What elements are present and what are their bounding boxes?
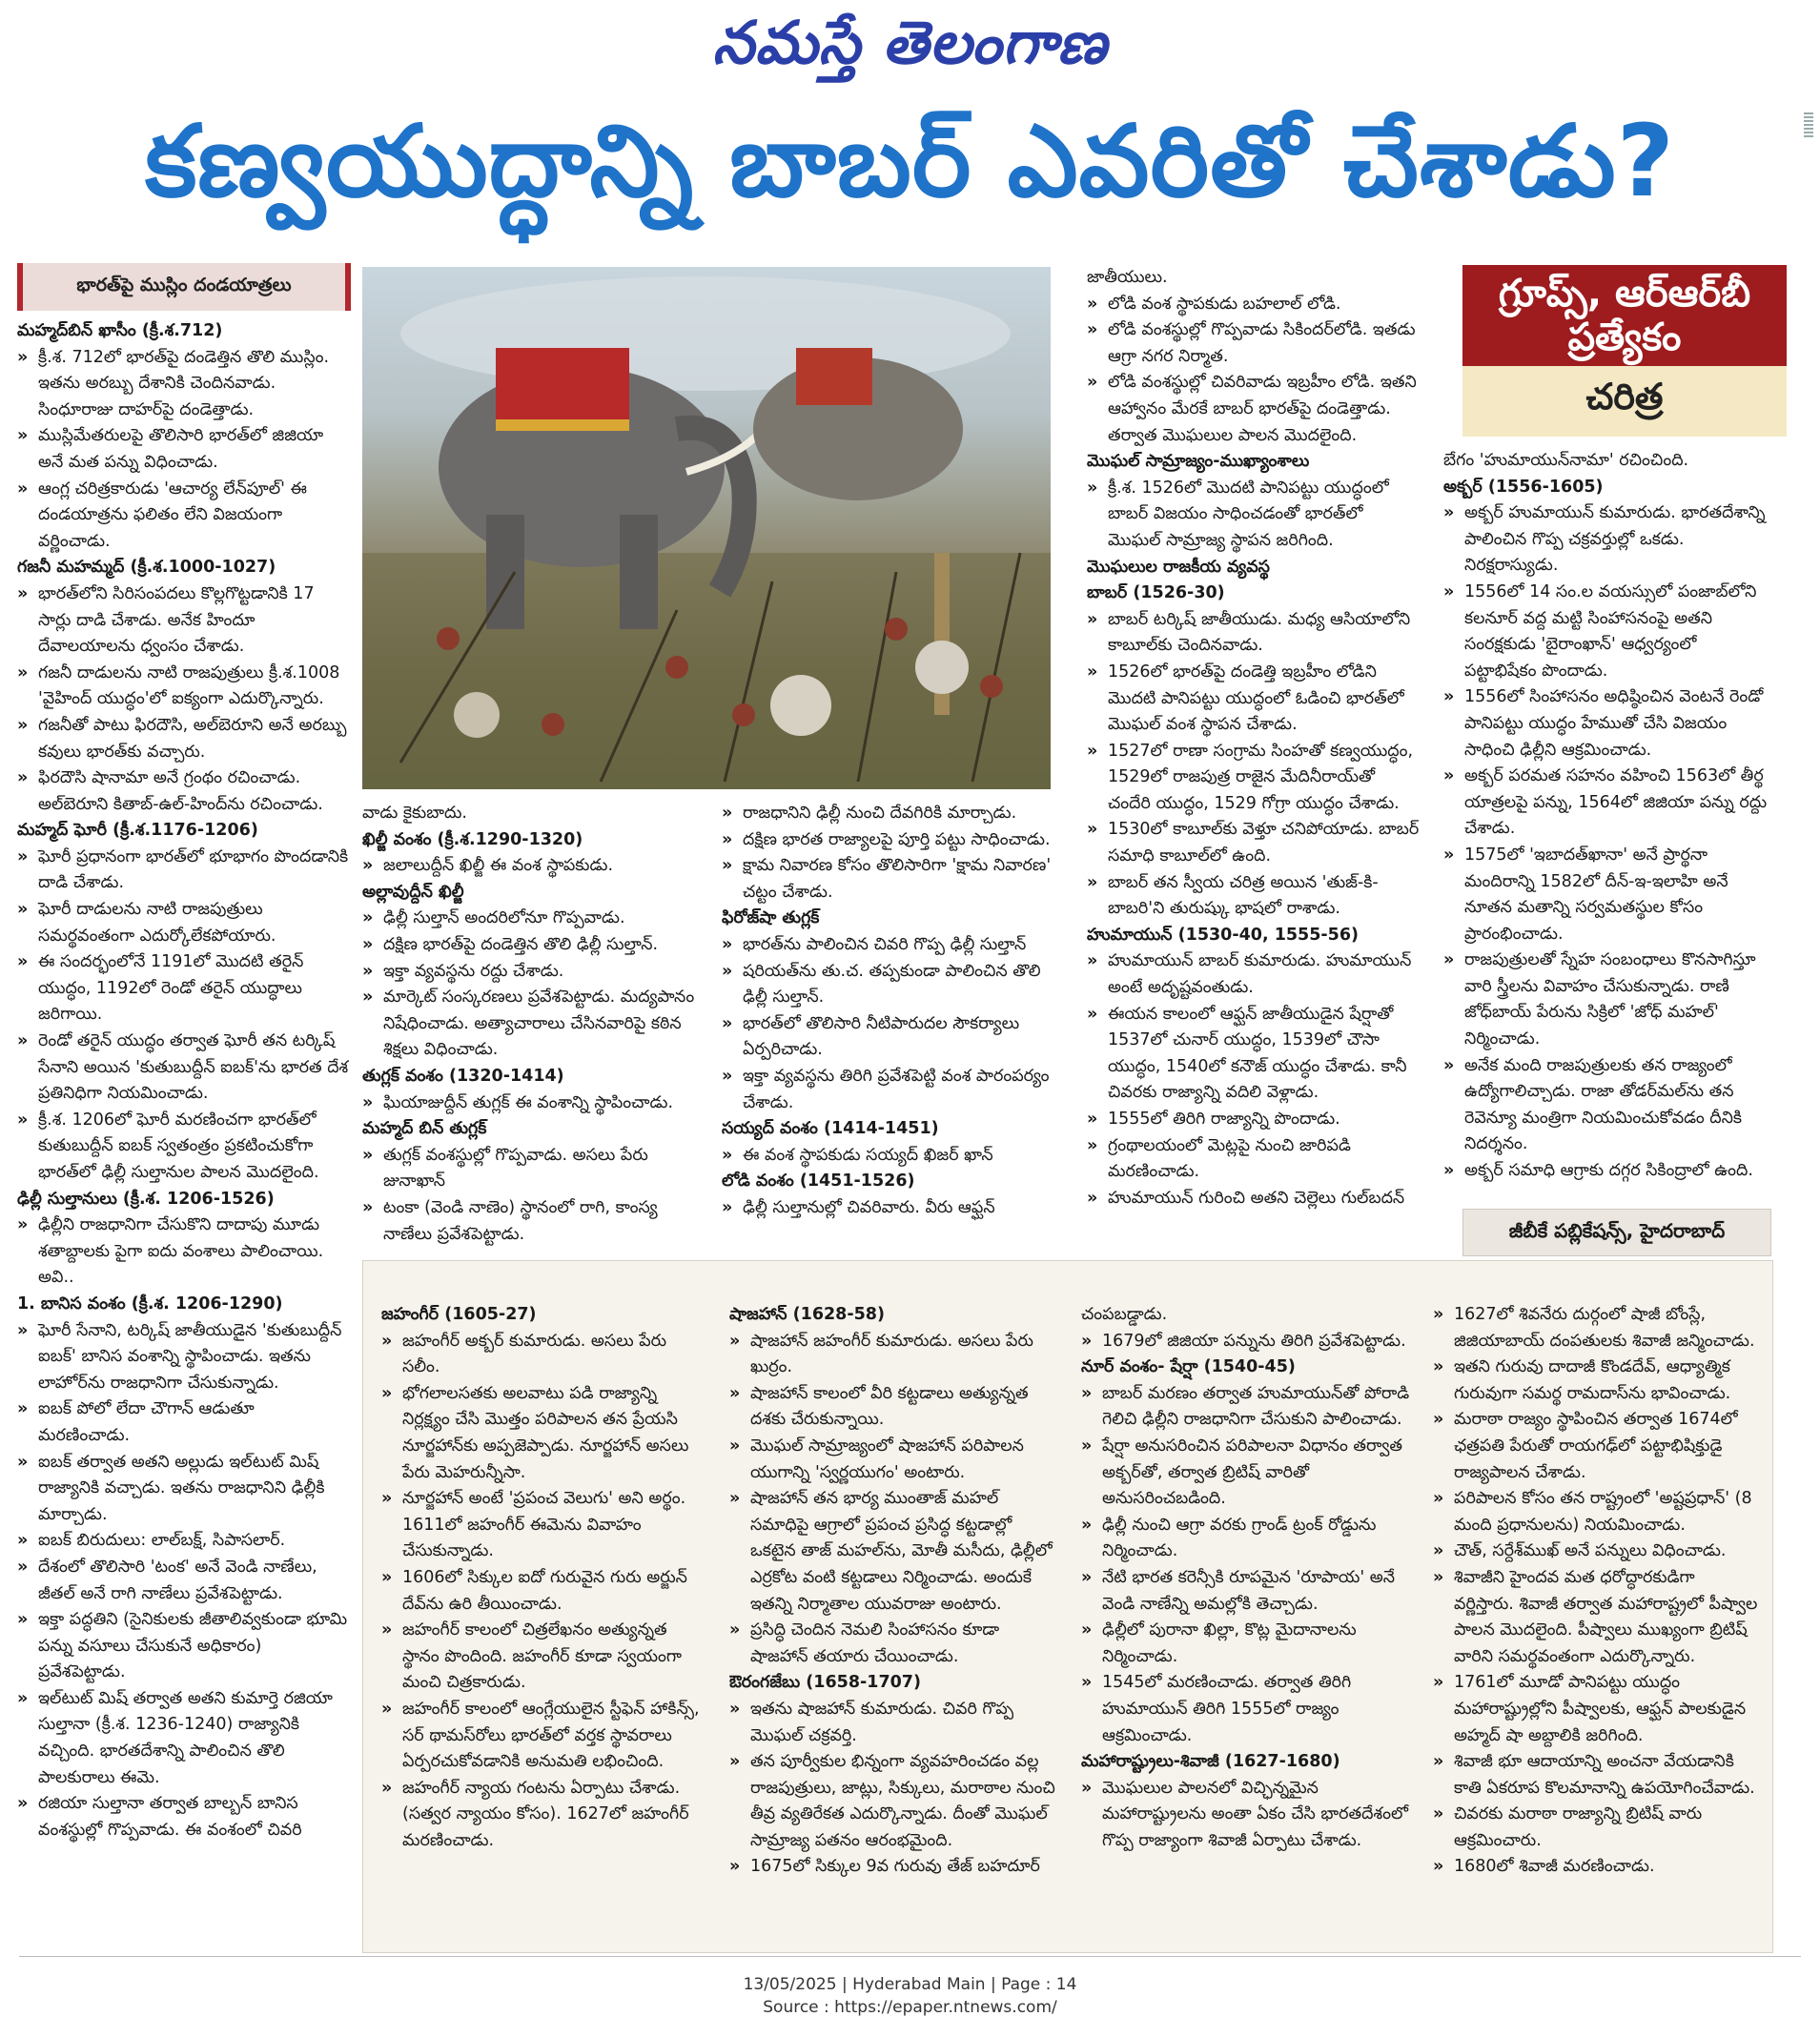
section-heading: 1. బానిస వంశం (క్రీ.శ. 1206-1290) xyxy=(17,1293,283,1314)
bullet-point: » జహంగీర్ కాలంలో ఆంగ్లేయులైన స్టీఫెన్ హాకిన్స్, సర్ థామస్‌రోలు భారత్‌లో వర్తక స్థావరాలు ఏర్పరచుకోవడానికి అనుమతి లభించింది. xyxy=(381,1697,707,1776)
bullet-point: » 1556లో 14 సం.ల వయస్సులో పంజాబ్‌లోని కలనూర్ వద్ద మట్టి సింహాసనంపై అతని సంరక్షకుడు 'బైరాంఖాన్' ఆధ్వర్యంలో పట్టాభిషేకం పొందాడు. xyxy=(1443,580,1773,684)
lower-column-1 xyxy=(381,1302,707,1854)
bullet-point: » రాజపుత్రులతో స్నేహ సంబంధాలు కొనసాగిస్తూ వారి స్త్రీలను వివాహం చేసుకున్నాడు. రాణి జోధ్‌బాయ్ పేరును సిక్రిలో 'జోధ్ మహల్' నిర్మించాడు. xyxy=(1443,947,1773,1052)
paragraph: బేగం 'హుమాయున్‌నామా' రచించింది. xyxy=(1443,451,1689,470)
bullet-point: » ఢిల్లీ సుల్తానుల్లో చివరివారు. వీరు ఆఫ్ఘన్ xyxy=(722,1195,1052,1222)
article-column-3 xyxy=(722,801,1052,1222)
bullet-point: » 1555లో తిరిగి రాజ్యాన్ని పొందాడు. xyxy=(1087,1107,1421,1133)
bullet-point: » టంకా (వెండి నాణెం) స్థానంలో రాగి, కాంస్య నాణేలు ప్రవేశపెట్టాడు. xyxy=(362,1195,698,1248)
bullet-point: » నూర్జహాన్ అంటే 'ప్రపంచ వెలుగు' అని అర్థం. 1611లో జహంగీర్ ఈమెను వివాహం చేసుకున్నాడు. xyxy=(381,1486,707,1565)
bullet-point: » క్రీ.శ. 1206లో ఘోరీ మరణించగా భారత్‌లో కుతుబుద్దీన్ ఐబక్ స్వతంత్రం ప్రకటించుకోగా భారత్‌లో ఢిల్లీ సుల్తానుల పాలన మొదలైంది. xyxy=(17,1108,351,1187)
bullet-point: » 1675లో సిక్కుల 9వ గురువు తేజ్ బహదూర్ xyxy=(729,1854,1058,1881)
bullet-point: » దక్షిణ భారత రాజ్యాలపై పూర్తి పట్టు సాధించాడు. xyxy=(722,827,1052,854)
section-heading: గజనీ మహమ్మద్ (క్రీ.శ.1000-1027) xyxy=(17,558,276,578)
bullet-point: » మార్కెట్ సంస్కరణలు ప్రవేశపెట్టాడు. మద్యపానం నిషేధించాడు. అత్యాచారాలు చేసినవారిపై కఠిన శిక్షలు విధించాడు. xyxy=(362,985,698,1064)
bullet-point: » హుమాయున్ గురించి అతని చెల్లెలు గుల్‌బదన్ xyxy=(1087,1186,1421,1212)
section-heading: సయ్యద్ వంశం (1414-1451) xyxy=(722,1119,939,1139)
bullet-point: » ముస్లిమేతరులపై తొలిసారి భారత్‌లో జిజియా అనే మత పన్ను విధించాడు. xyxy=(17,423,351,476)
section-heading: ఢిల్లీ సుల్తానులు (క్రీ.శ. 1206-1526) xyxy=(17,1189,275,1209)
bullet-point: » ఇతని గురువు దాదాజీ కొండదేవ్, ఆధ్యాత్మిక గురువుగా సమర్థ రామదాస్‌ను భావించాడు. xyxy=(1433,1355,1759,1407)
bullet-point: » ఇల్‌టుట్ మిష్ తర్వాత అతని కుమార్తె రజియా సుల్తానా (క్రీ.శ. 1236-1240) రాజ్యానికి వచ్చింది. భారతదేశాన్ని పాలించిన తొలి పాలకురాలు ఈమె. xyxy=(17,1686,351,1791)
bullet-point: » గజనీతో పాటు ఫిరదౌసి, అల్‌బెరూని అనే అరబ్బు కవులు భారత్‌కు వచ్చారు. xyxy=(17,713,351,765)
section-heading: షాజహాన్ (1628-58) xyxy=(729,1305,885,1324)
bullet-point: » రెండో తరైన్ యుద్ధం తర్వాత ఘోరీ తన టర్కిష్ సేనాని అయిన 'కుతుబుద్దీన్ ఐబక్'ను భారత దేశ ప్రతినిధిగా నియమించాడు. xyxy=(17,1029,351,1108)
badge-title: గ్రూప్స్, ఆర్‌ఆర్‌బీ ప్రత్యేకం xyxy=(1462,265,1787,366)
bullet-point: » భోగలాలసతకు అలవాటు పడి రాజ్యాన్ని నిర్లక్ష్యం చేసి మొత్తం పరిపాలన తన ప్రేయసి నూర్జహాన్‌కు అప్పజెప్పాడు. నూర్జహాన్ అసలు పేరు మెహరున్నీసా. xyxy=(381,1381,707,1486)
bullet-point: » లోడి వంశ స్థాపకుడు బహలాల్ లోడి. xyxy=(1087,292,1421,318)
bullet-point: » జహంగీర్ కాలంలో చిత్రలేఖనం అత్యున్నత స్థానం పొందింది. జహంగీర్ కూడా స్వయంగా మంచి చిత్రకారుడు. xyxy=(381,1618,707,1697)
bullet-point: » జహంగీర్ అక్బర్ కుమారుడు. అసలు పేరు సలీం. xyxy=(381,1329,707,1381)
lower-column-2 xyxy=(729,1302,1058,1881)
section-heading: అల్లావుద్దీన్ ఖిల్జీ xyxy=(362,882,464,902)
bullet-point: » భారత్‌ను పాలించిన చివరి గొప్ప ఢిల్లీ సుల్తాన్ xyxy=(722,932,1052,959)
bullet-point: » మొఘల్ సామ్రాజ్యంలో షాజహాన్ పరిపాలన యుగాన్ని 'స్వర్ణయుగం' అంటారు. xyxy=(729,1434,1058,1486)
newspaper-masthead: నమస్తే తెలంగాణ xyxy=(712,8,1108,77)
bullet-point: » బాబర్ టర్కిష్ జాతీయుడు. మధ్య ఆసియాలోని కాబూల్‌కు చెందినవాడు. xyxy=(1087,607,1421,660)
bullet-point: » 1679లో జిజియా పన్నును తిరిగి ప్రవేశపెట్టాడు. xyxy=(1081,1329,1410,1355)
bullet-point: » రజియా సుల్తానా తర్వాత బాల్బన్ బానిస వంశస్థుల్లో గొప్పవాడు. ఈ వంశంలో చివరి xyxy=(17,1791,351,1843)
bullet-point: » ప్రసిద్ధి చెందిన నెమలి సింహాసనం కూడా షాజహాన్ తయారు చేయించాడు. xyxy=(729,1618,1058,1670)
bullet-point: » షాజహాన్ తన భార్య ముంతాజ్ మహల్ సమాధిపై ఆగ్రాలో ప్రపంచ ప్రసిద్ధ కట్టడాల్లో ఒకటైన తాజ్ మహల్‌ను, మోతీ మసీదు, ఢిల్లీలో ఎర్రకోట వంటి కట్టడాలు నిర్మించాడు. అందుకే ఇతన్ని నిర్మాతాల యువరాజు అంటారు. xyxy=(729,1486,1058,1618)
section-heading: జహంగీర్ (1605-27) xyxy=(381,1305,537,1324)
article-column-5 xyxy=(1443,448,1773,1185)
section-heading: అక్బర్ (1556-1605) xyxy=(1443,477,1604,497)
section-heading: తుగ్లక్ వంశం (1320-1414) xyxy=(362,1066,564,1086)
bullet-point: » దక్షిణ భారత్‌పై దండెత్తిన తొలి ఢిల్లీ సుల్తాన్. xyxy=(362,932,698,959)
section-heading: మహ్మద్‌బిన్ ఖాసీం (క్రీ.శ.712) xyxy=(17,321,223,340)
bullet-point: » ఐబక్ బిరుదులు: లాల్‌బక్ష్, సిపాసలార్. xyxy=(17,1528,351,1555)
bullet-point: » 1606లో సిక్కుల ఐదో గురువైన గురు అర్జున్ దేవ్‌ను ఉరి తీయించాడు. xyxy=(381,1565,707,1618)
bullet-point: » చివరకు మరాఠా రాజ్యాన్ని బ్రిటిష్ వారు ఆక్రమించారు. xyxy=(1433,1802,1759,1854)
bullet-point: » ఐబక్ తర్వాత అతని అల్లుడు ఇల్‌టుట్ మిష్ రాజ్యానికి వచ్చాడు. ఇతను రాజధానిని ఢిల్లీకి మార్చాడు. xyxy=(17,1450,351,1529)
bullet-point: » ఘియాజుద్దీన్ తుగ్లక్ ఈ వంశాన్ని స్థాపించాడు. xyxy=(362,1090,698,1117)
page-footer xyxy=(0,1973,1820,2019)
section-heading: మొఘలుల రాజకీయ వ్యవస్థ xyxy=(1087,557,1270,577)
bullet-point: » మొఘలుల పాలనలో విచ్ఛిన్నమైన మహారాష్ట్రులను అంతా ఏకం చేసి భారతదేశంలో గొప్ప రాజ్యాంగా శివాజీ ఏర్పాటు చేశాడు. xyxy=(1081,1776,1410,1855)
bullet-point: » అనేక మంది రాజపుత్రులకు తన రాజ్యంలో ఉద్యోగాలిచ్చాడు. రాజా తోడర్‌మల్‌ను తన రెవెన్యూ మంత్రిగా నియమించుకోవడం దీనికి నిదర్శనం. xyxy=(1443,1053,1773,1158)
bullet-point: » షాజహాన్ కాలంలో వీరి కట్టడాలు అత్యున్నత దశకు చేరుకున్నాయి. xyxy=(729,1381,1058,1434)
bullet-point: » ఢిల్లీ నుంచి ఆగ్రా వరకు గ్రాండ్ ట్రంక్ రోడ్డును నిర్మించాడు. xyxy=(1081,1513,1410,1565)
bullet-point: » ఘోరీ దాడులను నాటి రాజపుత్రులు సమర్థవంతంగా ఎదుర్కోలేకపోయారు. xyxy=(17,897,351,949)
section-heading: ఖిల్జీ వంశం (క్రీ.శ.1290-1320) xyxy=(362,829,583,849)
bullet-point: » ఇక్తా పద్ధతిని (సైనికులకు జీతాలివ్వకుండా భూమి పన్ను వసూలు చేసుకునే అధికారం) ప్రవేశపెట్టాడు. xyxy=(17,1607,351,1686)
bullet-point: » ఢిల్లీలో పురానా ఖిల్లా, కొట్ల మైదానాలను నిర్మించాడు. xyxy=(1081,1618,1410,1670)
section-heading: ఫిరోజ్‌షా తుగ్లక్ xyxy=(722,908,820,928)
bullet-point: » 1527లో రాణా సంగ్రామ సింహతో కణ్వయుద్ధం, 1529లో రాజపుత్ర రాజైన మేదినీరాయ్‌తో చందేరి యుద్ధం, 1529 గోగ్రా యుద్ధం చేశాడు. xyxy=(1087,739,1421,818)
bullet-point: » భారత్‌లోని సిరిసంపదలు కొల్లగొట్టడానికి 17 సార్లు దాడి చేశాడు. అనేక హిందూ దేవాలయాలను ధ్వంసం చేశాడు. xyxy=(17,581,351,661)
paragraph: చంపబడ్డాడు. xyxy=(1081,1305,1168,1324)
footer-divider xyxy=(19,1956,1801,1957)
bullet-point: » క్రీ.శ. 712లో భారత్‌పై దండెత్తిన తొలి ముస్లిం. ఇతను అరబ్బు దేశానికి చెందినవాడు. సింధూరాజు దాహర్‌పై దండెత్తాడు. xyxy=(17,345,351,424)
bullet-point: » లోడి వంశస్థుల్లో గొప్పవాడు సికిందర్‌లోడి. ఇతడు ఆగ్రా నగర నిర్మాత. xyxy=(1087,317,1421,370)
bullet-point: » అక్బర్ పరమత సహనం వహించి 1563లో తీర్థ యాత్రలపై పన్ను, 1564లో జిజియా పన్ను రద్దు చేశాడు. xyxy=(1443,764,1773,843)
bullet-point: » ఫిరదౌసి షానామా అనే గ్రంథం రచించాడు. అల్‌బెరూని కితాబ్-ఉల్-హింద్‌ను రచించాడు. xyxy=(17,765,351,818)
section-heading: మొఘల్ సామ్రాజ్యం-ముఖ్యాంశాలు xyxy=(1087,452,1310,472)
footer-source: Source : https://epaper.ntnews.com/ xyxy=(763,1998,1057,2017)
bullet-point: » దేశంలో తొలిసారి 'టంక' అనే వెండి నాణేలు, జీతల్ అనే రాగి నాణేలు ప్రవేశపెట్టాడు. xyxy=(17,1555,351,1607)
article-column-1 xyxy=(17,318,351,1843)
section-heading: హుమాయున్ (1530-40, 1555-56) xyxy=(1087,925,1360,945)
section-heading: లోడి వంశం (1451-1526) xyxy=(722,1171,915,1192)
bullet-point: » 1545లో మరణించాడు. తర్వాత తిరిగి హుమాయున్ తిరిగి 1555లో రాజ్యం ఆక్రమించాడు. xyxy=(1081,1670,1410,1749)
paragraph: వాడు కైకుబాదు. xyxy=(362,804,467,823)
bullet-point: » ఇక్తా వ్యవస్థను రద్దు చేశాడు. xyxy=(362,959,698,986)
bullet-point: » 1526లో భారత్‌పై దండెత్తి ఇబ్రహీం లోడిని మొదటి పానిపట్టు యుద్ధంలో ఓడించి భారత్‌లో మొఘల్ వంశ స్థాపన చేశాడు. xyxy=(1087,660,1421,739)
article-column-2 xyxy=(362,801,698,1248)
bullet-point: » 1680లో శివాజీ మరణించాడు. xyxy=(1433,1854,1759,1881)
bullet-point: » క్షామ నివారణ కోసం తొలిసారిగా 'క్షామ నివారణ' చట్టం చేశాడు. xyxy=(722,853,1052,906)
bullet-point: » ఈ సందర్భంలోనే 1191లో మొదటి తరైన్ యుద్ధం, 1192లో రెండో తరైన్ యుద్ధాలు జరిగాయి. xyxy=(17,949,351,1029)
bullet-point: » హుమాయున్ బాబర్ కుమారుడు. హుమాయున్ అంటే అదృష్టవంతుడు. xyxy=(1087,948,1421,1001)
section-heading: బాబర్ (1526-30) xyxy=(1087,583,1225,603)
bullet-point: » ఢిల్లీని రాజధానిగా చేసుకొని దాదాపు మూడు శతాబ్దాలకు పైగా ఐదు వంశాలు పాలించాయి. అవి.. xyxy=(17,1212,351,1292)
bullet-point: » 1761లో మూడో పానిపట్టు యుద్ధం మహారాష్ట్రుల్లోని పీష్వాలకు, ఆఫ్ఘన్ పాలకుడైన అహ్మద్ షా అబ్దాలికి జరిగింది. xyxy=(1433,1670,1759,1749)
bullet-point: » 1556లో సింహాసనం అధిష్ఠించిన వెంటనే రెండో పానిపట్టు యుద్ధం హేముతో చేసి విజయం సాధించి ఢిల్లీని ఆక్రమించాడు. xyxy=(1443,684,1773,764)
bullet-point: » బాబర్ తన స్వీయ చరిత్ర అయిన 'తుజ్-కి-బాబరి'ని తురుష్కు భాషలో రాశాడు. xyxy=(1087,870,1421,923)
bullet-point: » పరిపాలన కోసం తన రాష్ట్రంలో 'అష్టప్రధాన్' (8 మంది ప్రధానులను) నియమించాడు. xyxy=(1433,1486,1759,1538)
article-headline: కణ్వయుద్ధాన్ని బాబర్ ఎవరితో చేశాడు? xyxy=(145,103,1675,219)
bullet-point: » షేర్షా అనుసరించిన పరిపాలనా విధానం తర్వాత అక్బర్‌తో, తర్వాత బ్రిటిష్ వారితో అనుసరించబడింది. xyxy=(1081,1434,1410,1513)
bullet-point: » ఐబక్ పోలో లేదా చౌగాన్ ఆడుతూ మరణించాడు. xyxy=(17,1396,351,1449)
bullet-point: » అక్బర్ సమాధి ఆగ్రాకు దగ్గర సికింద్రాలో ఉంది. xyxy=(1443,1158,1773,1185)
section-banner: భారత్‌పై ముస్లిం దండయాత్రలు xyxy=(17,263,351,311)
bullet-point: » 1627లో శివనేరు దుర్గంలో షాజీ బోంస్లే, జిజియాబాయ్ దంపతులకు శివాజీ జన్మించాడు. xyxy=(1433,1302,1759,1355)
bullet-point: » నేటి భారత కరెన్సీకి రూపమైన 'రూపాయ' అనే వెండి నాణేన్ని అమల్లోకి తెచ్చాడు. xyxy=(1081,1565,1410,1618)
section-heading: మహ్మద్ ఘోరీ (క్రీ.శ.1176-1206) xyxy=(17,821,258,841)
bullet-point: » ఆంగ్ల చరిత్రకారుడు 'ఆచార్య లేన్‌పూల్' ఈ దండయాత్రను ఫలితం లేని విజయంగా వర్ణించాడు. xyxy=(17,477,351,556)
bullet-point: » చౌత్, సర్దేశ్‌ముఖ్ అనే పన్నులు విధించాడు. xyxy=(1433,1538,1759,1565)
section-heading: మహ్మద్ బిన్ తుగ్లక్ xyxy=(362,1119,487,1139)
bullet-point: » గజనీ దాడులను నాటి రాజపుత్రులు క్రీ.శ.1008 'వైహింద్ యుద్ధం'లో ఐక్యంగా ఎదుర్కొన్నారు. xyxy=(17,661,351,713)
bullet-point: » తుగ్లక్ వంశస్థుల్లో గొప్పవాడు. అసలు పేరు జునాఖాన్ xyxy=(362,1143,698,1195)
bullet-point: » ఢిల్లీ సుల్తాన్‌ అందరిలోనూ గొప్పవాడు. xyxy=(362,906,698,932)
elephant-battle-picture xyxy=(362,267,1051,789)
bullet-point: » లోడి వంశస్థుల్లో చివరివాడు ఇబ్రహీం లోడి. ఇతని ఆహ్వానం మేరకే బాబర్ భారత్‌పై దండెత్తాడు. తర్వాత మొఘలుల పాలన మొదలైంది. xyxy=(1087,370,1421,449)
battle-illustration xyxy=(362,267,1051,789)
bullet-point: » 1575లో 'ఇబాదత్‌ఖానా' అనే ప్రార్థనా మందిరాన్ని 1582లో దీన్-ఇ-ఇలాహి అనే నూతన మతాన్ని సర్వమతస్థుల కోసం ప్రారంభించాడు. xyxy=(1443,843,1773,947)
section-heading: మహారాష్ట్రులు-శివాజీ (1627-1680) xyxy=(1081,1752,1340,1772)
bullet-point: » బాబర్ మరణం తర్వాత హుమాయున్‌తో పోరాడి గెలిచి ఢిల్లీని రాజధానిగా చేసుకుని పాలించాడు. xyxy=(1081,1381,1410,1434)
bullet-point: » జహంగీర్ న్యాయ గంటను ఏర్పాటు చేశాడు. (సత్వర న్యాయం కోసం). 1627లో జహంగీర్ మరణించాడు. xyxy=(381,1776,707,1855)
section-heading: ఔరంగజేబు (1658-1707) xyxy=(729,1673,921,1693)
bullet-point: » భారత్‌లో తొలిసారి నీటిపారుదల సౌకర్యాలు ఏర్పరిచాడు. xyxy=(722,1011,1052,1064)
exam-special-badge xyxy=(1462,265,1787,437)
paragraph: జాతీయులు. xyxy=(1087,268,1168,287)
bullet-point: » రాజధానిని ఢిల్లీ నుంచి దేవగిరికి మార్చాడు. xyxy=(722,801,1052,827)
lower-column-3 xyxy=(1081,1302,1410,1854)
bullet-point: » శివాజీ భూ ఆదాయాన్ని అంచనా వేయడానికి కాతి ఏకరూప కొలమానాన్ని ఉపయోగించేవాడు. xyxy=(1433,1749,1759,1802)
bullet-point: » గ్రంథాలయంలో మెట్లపై నుంచి జారిపడి మరణించాడు. xyxy=(1087,1133,1421,1186)
bullet-point: » ఘోరీ సేనాని, టర్కిష్ జాతీయుడైన 'కుతుబుద్దీన్ ఐబక్' బానిస వంశాన్ని స్థాపించాడు. ఇతను లాహోర్‌ను రాజధానిగా చేసుకున్నాడు. xyxy=(17,1318,351,1397)
bullet-point: » ఇతను షాజహాన్ కుమారుడు. చివరి గొప్ప మొఘల్ చక్రవర్తి. xyxy=(729,1697,1058,1749)
bullet-point: » అక్బర్ హుమాయున్ కుమారుడు. భారతదేశాన్ని పాలించిన గొప్ప చక్రవర్తుల్లో ఒకడు. నిరక్షరాస్యుడు. xyxy=(1443,500,1773,580)
bullet-point: » షాజహాన్ జహంగీర్ కుమారుడు. అసలు పేరు ఖుర్రం. xyxy=(729,1329,1058,1381)
bullet-point: » ఈ వంశ స్థాపకుడు సయ్యద్ ఖిజర్ ఖాన్ xyxy=(722,1143,1052,1170)
bullet-point: » తన పూర్వీకుల భిన్నంగా వ్యవహరించడం వల్ల రాజపుత్రులు, జాట్లు, సిక్కులు, మరాఠాల నుంచి తీవ్ర వ్యతిరేకత ఎదుర్కొన్నాడు. దీంతో మొఘల్ సామ్రాజ్య పతనం ఆరంభమైంది. xyxy=(729,1749,1058,1854)
footer-edition: 13/05/2025 | Hyderabad Main | Page : 14 xyxy=(743,1975,1077,1994)
bullet-point: » ఘోరీ ప్రధానంగా భారత్‌లో భూభాగం పొందడానికి దాడి చేశాడు. xyxy=(17,845,351,897)
article-column-4 xyxy=(1087,265,1421,1212)
bullet-point: » షరియత్‌ను తు.చ. తప్పకుండా పాలించిన తొలి ఢిల్లీ సుల్తాన్. xyxy=(722,959,1052,1011)
bullet-point: » ఇక్తా వ్యవస్థను తిరిగి ప్రవేశపెట్టి వంశ పారంపర్యం చేశాడు. xyxy=(722,1064,1052,1116)
publisher-credit: జీబీకే పబ్లికేషన్స్, హైదరాబాద్ xyxy=(1462,1209,1771,1256)
bullet-point: » ఈయన కాలంలో ఆఫ్ఘన్ జాతీయుడైన షేర్షాతో 1537లో చునార్ యుద్ధం, 1539లో చౌసా యుద్ధం, 1540లో కనౌజ్ యుద్ధం చేశాడు. కానీ చివరకు రాజ్యాన్ని వదిలి వెళ్లాడు. xyxy=(1087,1002,1421,1107)
bullet-point: » 1530లో కాబూల్‌కు వెళ్తూ చనిపోయాడు. బాబర్ సమాధి కాబూల్‌లో ఉంది. xyxy=(1087,817,1421,869)
bullet-point: » మరాఠా రాజ్యం స్థాపించిన తర్వాత 1674లో ఛత్రపతి పేరుతో రాయగఢ్‌లో పట్టాభిషిక్తుడై రాజ్యపాలన చేశాడు. xyxy=(1433,1407,1759,1486)
lower-column-4 xyxy=(1433,1302,1759,1881)
section-heading: నూర్ వంశం- షేర్షా (1540-45) xyxy=(1081,1357,1296,1377)
bullet-point: » జలాలుద్దీన్ ఖిల్జీ ఈ వంశ స్థాపకుడు. xyxy=(362,853,698,880)
bullet-point: » శివాజీని హైందవ మత ధరోద్ధారకుడిగా వర్ణిస్తారు. శివాజీ తర్వాత మహారాష్ట్రలో పీష్వాల పాలన మొదలైంది. పీష్వాలు ముఖ్యంగా బ్రిటిష్ వారిని సమర్థవంతంగా ఎదుర్కొన్నారు. xyxy=(1433,1565,1759,1670)
bullet-point: » క్రీ.శ. 1526లో మొదటి పానిపట్టు యుద్ధంలో బాబర్ విజయం సాధించడంతో భారత్‌లో మొఘల్ సామ్రాజ్య స్థాపన జరిగింది. xyxy=(1087,476,1421,555)
badge-subject: చరిత్ర xyxy=(1462,366,1787,437)
